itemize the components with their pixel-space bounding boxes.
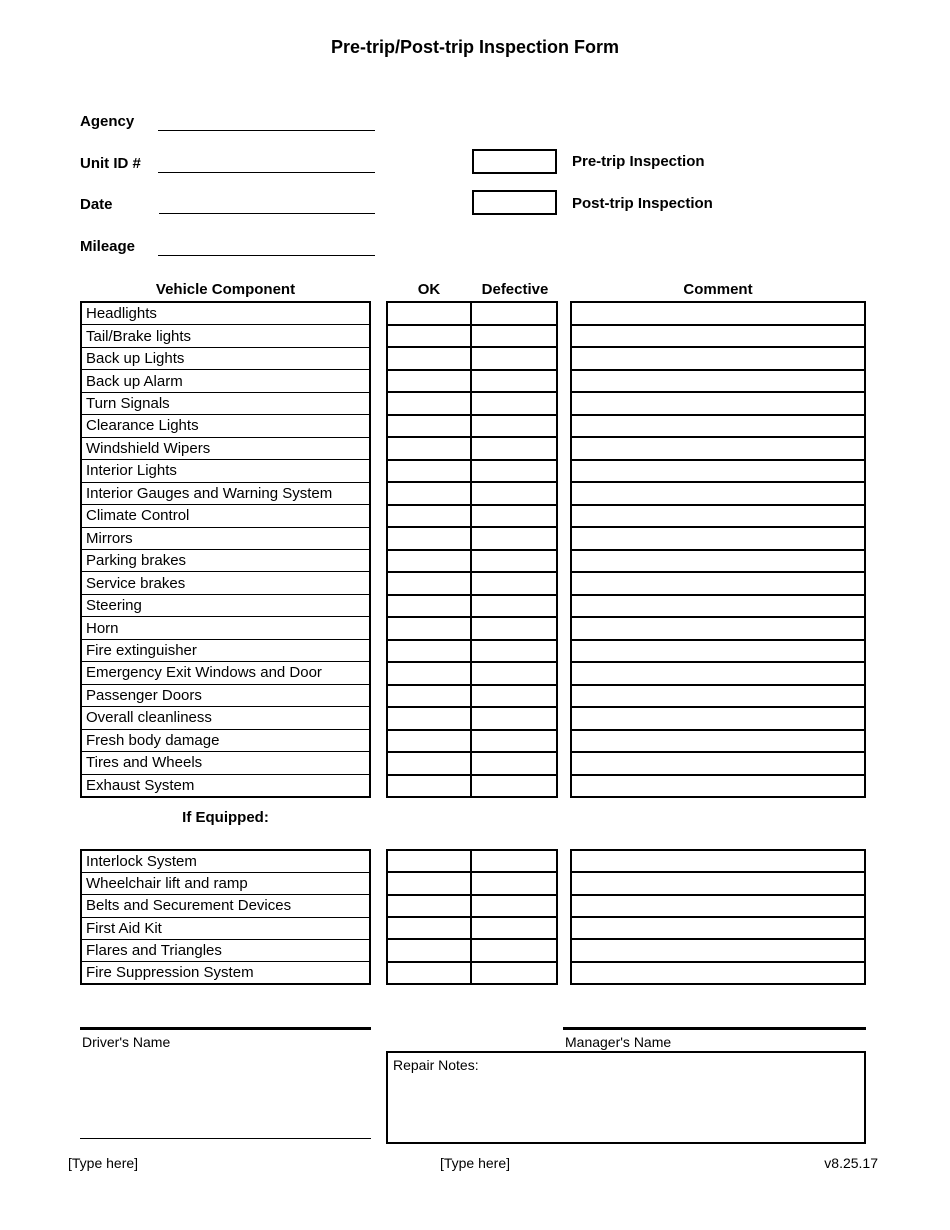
mark-row bbox=[388, 391, 556, 414]
mark-row bbox=[388, 851, 556, 871]
component-cell: Fire extinguisher bbox=[82, 639, 369, 661]
ok-cell[interactable] bbox=[388, 896, 472, 916]
comment-cell[interactable] bbox=[572, 459, 864, 482]
date-input-line[interactable] bbox=[159, 196, 375, 214]
comment-table bbox=[570, 301, 866, 798]
ok-cell[interactable] bbox=[388, 618, 472, 639]
component-cell: Parking brakes bbox=[82, 549, 369, 571]
comment-cell[interactable] bbox=[572, 369, 864, 392]
component-cell: Interior Lights bbox=[82, 459, 369, 481]
defective-cell[interactable] bbox=[472, 483, 556, 504]
comment-cell[interactable] bbox=[572, 481, 864, 504]
mark-row bbox=[388, 751, 556, 774]
comment-cell[interactable] bbox=[572, 616, 864, 639]
pretrip-label: Pre-trip Inspection bbox=[572, 153, 705, 170]
manager-name-label: Manager's Name bbox=[565, 1034, 672, 1050]
mark-row bbox=[388, 729, 556, 752]
component-cell: Overall cleanliness bbox=[82, 706, 369, 728]
ok-cell[interactable] bbox=[388, 708, 472, 729]
component-cell: Clearance Lights bbox=[82, 414, 369, 436]
comment-cell[interactable] bbox=[572, 639, 864, 662]
mark-row bbox=[388, 346, 556, 369]
defective-cell[interactable] bbox=[472, 663, 556, 684]
defective-cell[interactable] bbox=[472, 731, 556, 752]
footer-type-here-center[interactable]: [Type here] bbox=[439, 1155, 511, 1171]
defective-cell[interactable] bbox=[472, 348, 556, 369]
defective-cell[interactable] bbox=[472, 686, 556, 707]
comment-cell[interactable] bbox=[572, 549, 864, 572]
mark-row bbox=[388, 571, 556, 594]
ok-cell[interactable] bbox=[388, 371, 472, 392]
comment-cell[interactable] bbox=[572, 894, 864, 916]
defective-cell[interactable] bbox=[472, 918, 556, 938]
mark-row bbox=[388, 684, 556, 707]
mark-row bbox=[388, 594, 556, 617]
footer-type-here-left[interactable]: [Type here] bbox=[68, 1155, 139, 1171]
mark-row bbox=[388, 616, 556, 639]
if-equipped-ok-defective-table bbox=[386, 849, 558, 985]
component-cell: Steering bbox=[82, 594, 369, 616]
ok-cell[interactable] bbox=[388, 776, 472, 797]
posttrip-label: Post-trip Inspection bbox=[572, 195, 713, 212]
comment-cell[interactable] bbox=[572, 571, 864, 594]
defective-cell[interactable] bbox=[472, 303, 556, 324]
ok-cell[interactable] bbox=[388, 963, 472, 983]
component-cell: Service brakes bbox=[82, 571, 369, 593]
ok-cell[interactable] bbox=[388, 528, 472, 549]
component-cell: Passenger Doors bbox=[82, 684, 369, 706]
mark-row bbox=[388, 894, 556, 916]
comment-cell[interactable] bbox=[572, 751, 864, 774]
component-cell: Windshield Wipers bbox=[82, 437, 369, 459]
repair-notes-box[interactable] bbox=[386, 1051, 866, 1144]
defective-cell[interactable] bbox=[472, 753, 556, 774]
unit-id-input-line[interactable] bbox=[158, 155, 375, 173]
driver-bottom-line[interactable] bbox=[80, 1138, 371, 1139]
defective-cell[interactable] bbox=[472, 326, 556, 347]
component-cell: Fresh body damage bbox=[82, 729, 369, 751]
component-cell: Belts and Securement Devices bbox=[82, 894, 369, 916]
header-defective: Defective bbox=[481, 281, 549, 298]
driver-signature-line[interactable] bbox=[80, 1027, 371, 1030]
driver-name-label: Driver's Name bbox=[82, 1034, 171, 1050]
defective-cell[interactable] bbox=[472, 873, 556, 893]
mark-row bbox=[388, 459, 556, 482]
agency-input-line[interactable] bbox=[158, 113, 375, 131]
ok-cell[interactable] bbox=[388, 551, 472, 572]
posttrip-checkbox[interactable] bbox=[472, 190, 557, 215]
comment-cell[interactable] bbox=[572, 938, 864, 960]
ok-cell[interactable] bbox=[388, 461, 472, 482]
ok-cell[interactable] bbox=[388, 918, 472, 938]
comment-cell[interactable] bbox=[572, 871, 864, 893]
footer-version: v8.25.17 bbox=[824, 1155, 878, 1171]
comment-cell[interactable] bbox=[572, 324, 864, 347]
header-ok: OK bbox=[417, 281, 441, 298]
mark-row bbox=[388, 414, 556, 437]
comment-cell[interactable] bbox=[572, 774, 864, 797]
defective-cell[interactable] bbox=[472, 940, 556, 960]
pretrip-checkbox[interactable] bbox=[472, 149, 557, 174]
unit-id-label: Unit ID # bbox=[80, 155, 141, 172]
comment-cell[interactable] bbox=[572, 684, 864, 707]
ok-cell[interactable] bbox=[388, 873, 472, 893]
component-cell: Tail/Brake lights bbox=[82, 324, 369, 346]
defective-cell[interactable] bbox=[472, 371, 556, 392]
ok-cell[interactable] bbox=[388, 851, 472, 871]
defective-cell[interactable] bbox=[472, 551, 556, 572]
defective-cell[interactable] bbox=[472, 506, 556, 527]
ok-cell[interactable] bbox=[388, 686, 472, 707]
mark-row bbox=[388, 706, 556, 729]
ok-cell[interactable] bbox=[388, 326, 472, 347]
component-cell: Back up Lights bbox=[82, 347, 369, 369]
comment-cell[interactable] bbox=[572, 916, 864, 938]
defective-cell[interactable] bbox=[472, 963, 556, 983]
ok-cell[interactable] bbox=[388, 731, 472, 752]
component-cell: Tires and Wheels bbox=[82, 751, 369, 773]
comment-cell[interactable] bbox=[572, 303, 864, 324]
if-equipped-comment-table bbox=[570, 849, 866, 985]
comment-cell[interactable] bbox=[572, 504, 864, 527]
repair-notes-label: Repair Notes: bbox=[393, 1057, 479, 1073]
component-cell: Headlights bbox=[86, 305, 157, 323]
form-title: Pre-trip/Post-trip Inspection Form bbox=[330, 37, 620, 57]
mark-row bbox=[388, 661, 556, 684]
comment-cell[interactable] bbox=[572, 414, 864, 437]
comment-cell[interactable] bbox=[572, 729, 864, 752]
comment-cell[interactable] bbox=[572, 436, 864, 459]
mark-row bbox=[388, 961, 556, 983]
component-cell: Interior Gauges and Warning System bbox=[82, 482, 369, 504]
component-cell: Back up Alarm bbox=[82, 369, 369, 391]
mileage-input-line[interactable] bbox=[158, 238, 375, 256]
ok-cell[interactable] bbox=[388, 416, 472, 437]
component-cell: Emergency Exit Windows and Door bbox=[82, 661, 369, 683]
comment-cell[interactable] bbox=[572, 706, 864, 729]
mark-row bbox=[388, 639, 556, 662]
component-cell: Interlock System bbox=[86, 853, 197, 871]
comment-cell[interactable] bbox=[572, 526, 864, 549]
defective-cell[interactable] bbox=[472, 393, 556, 414]
mark-row bbox=[388, 303, 556, 324]
manager-signature-line[interactable] bbox=[563, 1027, 866, 1030]
component-cell: First Aid Kit bbox=[82, 917, 369, 939]
ok-cell[interactable] bbox=[388, 506, 472, 527]
comment-cell[interactable] bbox=[572, 594, 864, 617]
defective-cell[interactable] bbox=[472, 776, 556, 797]
mark-row bbox=[388, 549, 556, 572]
comment-cell[interactable] bbox=[572, 391, 864, 414]
comment-cell[interactable] bbox=[572, 961, 864, 983]
ok-cell[interactable] bbox=[388, 393, 472, 414]
ok-cell[interactable] bbox=[388, 348, 472, 369]
ok-defective-table bbox=[386, 301, 558, 798]
mark-row bbox=[388, 938, 556, 960]
ok-cell[interactable] bbox=[388, 641, 472, 662]
ok-cell[interactable] bbox=[388, 483, 472, 504]
date-label: Date bbox=[80, 196, 113, 213]
mark-row bbox=[388, 774, 556, 797]
ok-cell[interactable] bbox=[388, 596, 472, 617]
mark-row bbox=[388, 526, 556, 549]
component-cell: Flares and Triangles bbox=[82, 939, 369, 961]
comment-cell[interactable] bbox=[572, 851, 864, 871]
mark-row bbox=[388, 436, 556, 459]
defective-cell[interactable] bbox=[472, 641, 556, 662]
if-equipped-component-table bbox=[80, 849, 371, 985]
defective-cell[interactable] bbox=[472, 416, 556, 437]
mark-row bbox=[388, 369, 556, 392]
ok-cell[interactable] bbox=[388, 663, 472, 684]
component-cell: Turn Signals bbox=[82, 392, 369, 414]
agency-label: Agency bbox=[80, 113, 135, 130]
mark-row bbox=[388, 504, 556, 527]
comment-cell[interactable] bbox=[572, 661, 864, 684]
ok-cell[interactable] bbox=[388, 303, 472, 324]
component-cell: Climate Control bbox=[82, 504, 369, 526]
mark-row bbox=[388, 481, 556, 504]
mark-row bbox=[388, 916, 556, 938]
vehicle-component-table bbox=[80, 301, 371, 798]
component-cell: Mirrors bbox=[82, 527, 369, 549]
if-equipped-label: If Equipped: bbox=[182, 809, 269, 826]
defective-cell[interactable] bbox=[472, 528, 556, 549]
header-comment: Comment bbox=[683, 281, 753, 298]
component-cell: Wheelchair lift and ramp bbox=[82, 872, 369, 894]
component-cell: Exhaust System bbox=[82, 774, 369, 796]
defective-cell[interactable] bbox=[472, 896, 556, 916]
defective-cell[interactable] bbox=[472, 596, 556, 617]
component-cell: Horn bbox=[82, 616, 369, 638]
ok-cell[interactable] bbox=[388, 753, 472, 774]
defective-cell[interactable] bbox=[472, 708, 556, 729]
ok-cell[interactable] bbox=[388, 940, 472, 960]
mark-row bbox=[388, 871, 556, 893]
component-cell: Fire Suppression System bbox=[82, 961, 369, 983]
defective-cell[interactable] bbox=[472, 438, 556, 459]
mark-row bbox=[388, 324, 556, 347]
ok-cell[interactable] bbox=[388, 438, 472, 459]
ok-cell[interactable] bbox=[388, 573, 472, 594]
defective-cell[interactable] bbox=[472, 851, 556, 871]
defective-cell[interactable] bbox=[472, 461, 556, 482]
defective-cell[interactable] bbox=[472, 573, 556, 594]
header-vehicle-component: Vehicle Component bbox=[155, 281, 296, 298]
mileage-label: Mileage bbox=[80, 238, 136, 255]
comment-cell[interactable] bbox=[572, 346, 864, 369]
defective-cell[interactable] bbox=[472, 618, 556, 639]
